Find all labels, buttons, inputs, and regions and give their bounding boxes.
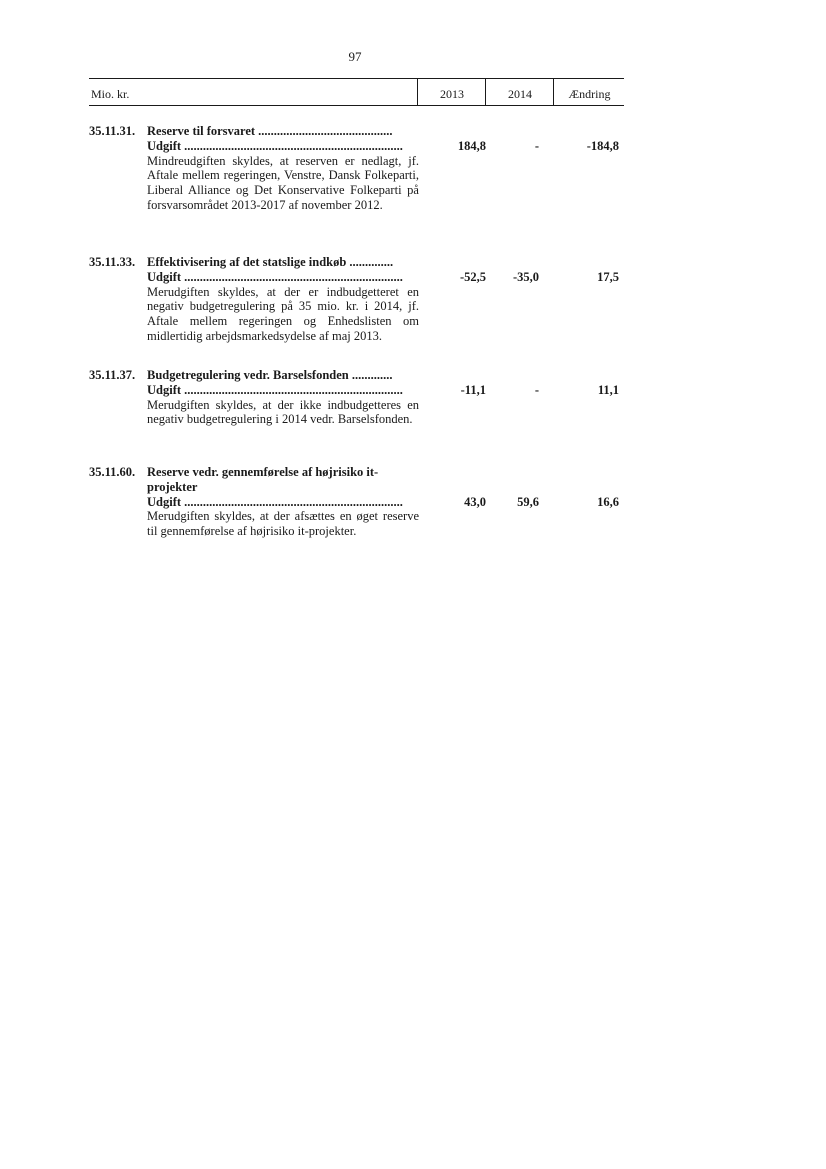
entry-body [147, 255, 419, 344]
value-change: -184,8 [586, 139, 619, 153]
value-2014: -35,0 [512, 270, 539, 284]
value-2014: - [534, 383, 539, 397]
value-2013: 184,8 [457, 139, 486, 153]
entry-number: 35.11.60. [89, 465, 136, 479]
value-2014: 59,6 [517, 495, 539, 509]
column-2014-label: 2014 [508, 87, 532, 101]
entry-description: Merudgiften skyldes, at der ikke indbudgetteres en negativ budgetregulering i 2014 vedr. Barselsfonden. [147, 397, 419, 427]
entry-description: Merudgiften skyldes, at der afsættes en øget reserve til gennemførelse af højrisiko it-projekter. [147, 509, 419, 539]
entry-udgift-label: Udgift ...................................................................... [147, 494, 403, 509]
column-2013-label: 2013 [440, 87, 464, 101]
page-number: 97 [348, 49, 362, 64]
entry-number: 35.11.31. [89, 124, 136, 138]
column-change-label: Ændring [568, 87, 611, 101]
entry-body [147, 368, 419, 427]
entry-title: Reserve vedr. gennemførelse af højrisiko it-projekter [147, 465, 379, 494]
table-header [89, 78, 624, 106]
entry-title: Reserve til forsvaret ........................................... [147, 124, 393, 138]
entry-title: Effektivisering af det statslige indkøb .............. [147, 255, 394, 269]
entry-udgift-label: Udgift ...................................................................... [147, 382, 403, 397]
value-2014: - [534, 139, 539, 153]
value-2013: -11,1 [460, 383, 486, 397]
value-change: 16,6 [597, 495, 619, 509]
value-change: 17,5 [597, 270, 619, 284]
entry-udgift-label: Udgift ...................................................................... [147, 138, 403, 153]
value-2013: 43,0 [464, 495, 486, 509]
entry-body [147, 465, 419, 539]
entry-udgift-label: Udgift ...................................................................... [147, 269, 403, 284]
value-change: 11,1 [597, 383, 619, 397]
entry-body [147, 124, 419, 213]
entry-description: Merudgiften skyldes, at der er indbudgetteret en negativ budgetregulering på 35 mio. kr. i 2014, jf. Aftale mellem regeringen og Enhedslisten om midlertidig arbejdsmarkedsydelse af maj 2013. [147, 284, 419, 343]
column-2014 [485, 79, 554, 105]
column-2013 [417, 79, 486, 105]
entry-number: 35.11.37. [89, 368, 136, 382]
unit-label: Mio. kr. [91, 87, 130, 101]
column-change [553, 79, 625, 105]
entry-number: 35.11.33. [89, 255, 136, 269]
entry-title: Budgetregulering vedr. Barselsfonden ............. [147, 368, 393, 382]
entry-description: Mindreudgiften skyldes, at reserven er nedlagt, jf. Aftale mellem regeringen, Venstre, Dansk Folkeparti, Liberal Alliance og Det Konservative Folkeparti på forsvarsområdet 2013-2017 af november 2012. [147, 153, 419, 212]
value-2013: -52,5 [459, 270, 486, 284]
